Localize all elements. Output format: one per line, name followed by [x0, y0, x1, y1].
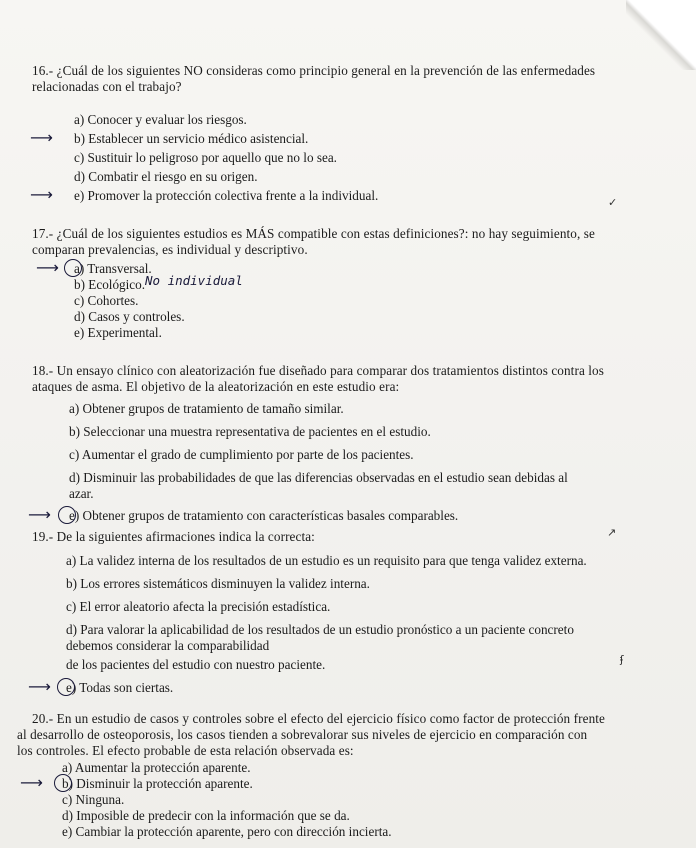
page-fold — [626, 0, 696, 70]
q20-option-d: d) Imposible de predecir con la información que se da. — [62, 808, 350, 823]
q20-question: los controles. El efecto probable de esta relación observada es: — [17, 743, 354, 758]
q16-question: relacionadas con el trabajo? — [32, 79, 182, 94]
q17-question: 17.- ¿Cuál de los siguientes estudios es MÁS compatible con estas definiciones?: no hay seguimiento, se — [32, 226, 595, 241]
q19-option-d: d) Para valorar la aplicabilidad de los resultados de un estudio pronóstico a un paciente concreto — [66, 622, 574, 637]
q19-option-d-cont: de los pacientes del estudio con nuestro paciente. — [66, 657, 326, 672]
q17-option-a: a) Transversal. — [74, 261, 152, 276]
q20-option-b: b) Disminuir la protección aparente. — [62, 776, 253, 791]
q18-option-a: a) Obtener grupos de tratamiento de tamaño similar. — [69, 401, 344, 416]
q20-question: 20.- En un estudio de casos y controles sobre el efecto del ejercicio físico como factor de protección frente — [32, 711, 605, 726]
q16-option-b: b) Establecer un servicio médico asistencial. — [74, 131, 309, 146]
q20-option-c: c) Ninguna. — [62, 792, 125, 807]
answer-arrow-icon: ⟶ — [20, 773, 43, 792]
q19-option-d-cont: debemos considerar la comparabilidad — [66, 638, 270, 653]
q17-option-e: e) Experimental. — [74, 325, 162, 340]
q20-option-a: a) Aumentar la protección aparente. — [62, 760, 251, 775]
answer-arrow-icon: ⟶ — [36, 258, 59, 277]
q16-option-e: e) Promover la protección colectiva frente a la individual. — [74, 188, 379, 203]
handwritten-note: No individual — [145, 273, 243, 288]
q18-option-e: e) Obtener grupos de tratamiento con características basales comparables. — [69, 508, 459, 523]
q16-question: 16.- ¿Cuál de los siguientes NO consideras como principio general en la prevención de las enfermedades — [32, 63, 596, 78]
q19-option-a: a) La validez interna de los resultados de un estudio es un requisito para que tenga validez externa. — [66, 553, 587, 568]
q18-option-c: c) Aumentar el grado de cumplimiento por parte de los pacientes. — [69, 447, 414, 462]
q18-option-b: b) Seleccionar una muestra representativa de pacientes en el estudio. — [69, 424, 431, 439]
q17-option-d: d) Casos y controles. — [74, 309, 185, 324]
q16-option-d: d) Combatir el riesgo en su origen. — [74, 169, 258, 184]
q19-option-e: e) Todas son ciertas. — [66, 680, 174, 695]
answer-arrow-icon: ⟶ — [30, 185, 53, 204]
q20-question: al desarrollo de osteoporosis, los casos tienden a sobrevalorar sus niveles de ejercicio en comparación con — [17, 727, 588, 742]
answer-circle-icon — [64, 259, 82, 277]
answer-arrow-icon: ⟶ — [28, 677, 51, 696]
q19-option-c: c) El error aleatorio afecta la precisión estadística. — [66, 599, 331, 614]
pen-mark-icon: ʄ — [620, 653, 624, 666]
q20-option-e: e) Cambiar la protección aparente, pero con dirección incierta. — [62, 824, 392, 839]
q18-question: ataques de asma. El objetivo de la aleatorización en este estudio era: — [32, 379, 400, 394]
pen-mark-icon: ↗ — [607, 526, 617, 539]
answer-arrow-icon: ⟶ — [30, 128, 53, 147]
pen-mark-icon: ✓ — [608, 196, 618, 209]
answer-circle-icon — [54, 774, 72, 792]
q19-question: 19.- De la siguientes afirmaciones indica la correcta: — [32, 529, 315, 544]
answer-circle-icon — [57, 678, 75, 696]
q16-option-a: a) Conocer y evaluar los riesgos. — [74, 112, 247, 127]
answer-arrow-icon: ⟶ — [28, 505, 51, 524]
q18-option-d: d) Disminuir las probabilidades de que las diferencias observadas en el estudio sean debidas al — [69, 470, 568, 485]
q17-option-b: b) Ecológico. — [74, 277, 146, 292]
q18-option-d-cont: azar. — [69, 486, 94, 501]
q19-option-b: b) Los errores sistemáticos disminuyen la validez interna. — [66, 576, 370, 591]
q18-question: 18.- Un ensayo clínico con aleatorización fue diseñado para comparar dos tratamientos distintos contra los — [32, 363, 604, 378]
q16-option-c: c) Sustituir lo peligroso por aquello que no lo sea. — [74, 150, 337, 165]
q17-option-c: c) Cohortes. — [74, 293, 139, 308]
answer-circle-icon — [58, 506, 76, 524]
q17-question: comparan prevalencias, es individual y descriptivo. — [32, 242, 308, 257]
